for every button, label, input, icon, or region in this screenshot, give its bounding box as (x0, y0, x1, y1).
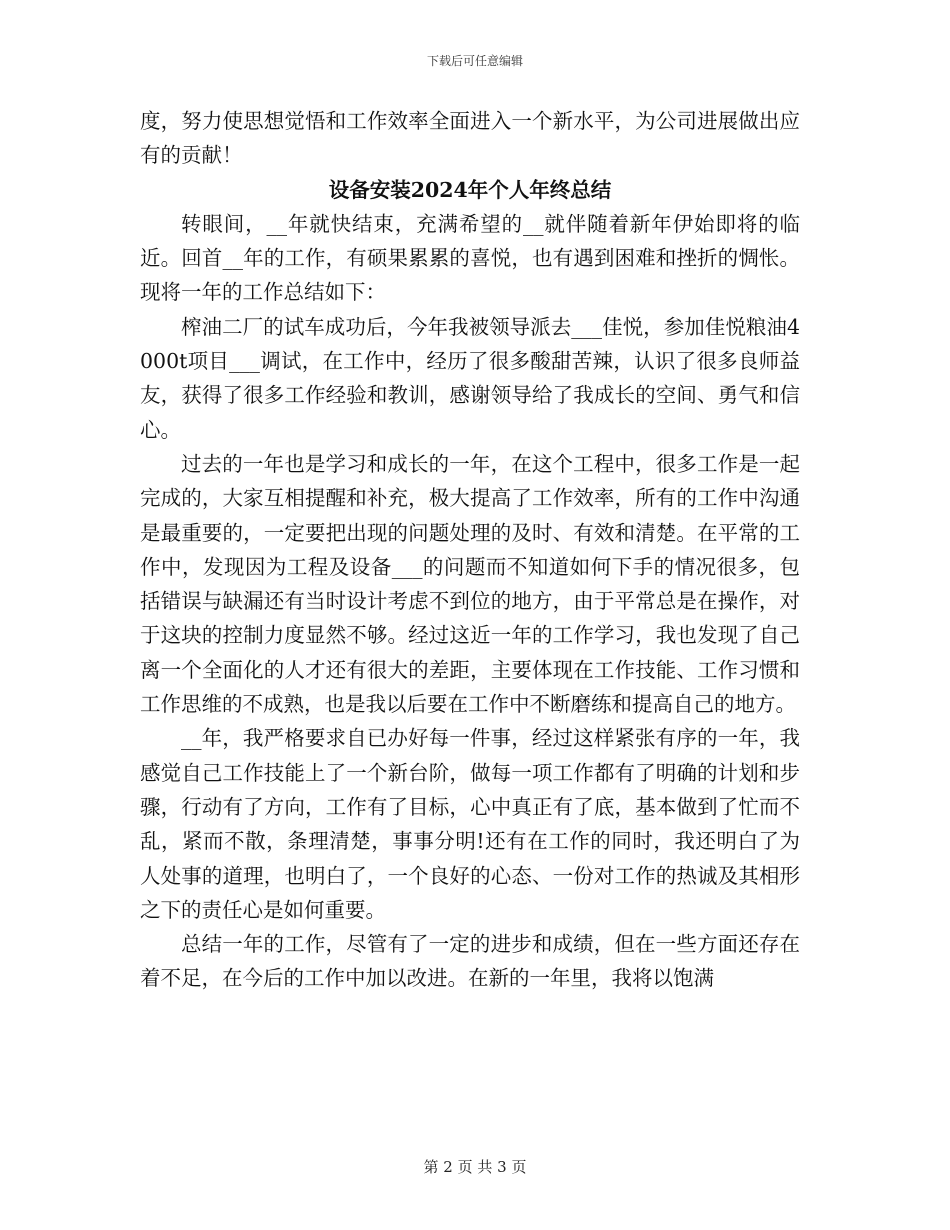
body-paragraph-1: 转眼间，__年就快结束，充满希望的__就伴随着新年伊始即将的临近。回首__年的工作，有硕果累累的喜悦，也有遇到困难和挫折的惆怅。现将一年的工作总结如下： (140, 211, 800, 305)
page-number: 第 2 页 共 3 页 (423, 1158, 527, 1176)
document-body (140, 104, 800, 996)
body-paragraph-3: 过去的一年也是学习和成长的一年，在这个工程中，很多工作是一起完成的，大家互相提醒和补充，极大提高了工作效率，所有的工作中沟通是最重要的，一定要把出现的问题处理的及时、有效和清楚。在平常的工作中，发现因为工程及设备___的问题而不知道如何下手的情况很多，包括错误与缺漏还有当时设计考虑不到位的地方，由于平常总是在操作，对于这块的控制力度显然不够。经过这近一年的工作学习，我也发现了自己离一个全面化的人才还有很大的差距，主要体现在工作技能、工作习惯和工作思维的不成熟，也是我以后要在工作中不断磨练和提高自己的地方。 (140, 451, 800, 717)
intro-paragraph: 度，努力使思想觉悟和工作效率全面进入一个新水平，为公司进展做出应有的贡献！ (140, 109, 800, 168)
page-header-note: 下载后可任意编辑 (426, 54, 523, 68)
document-title: 设备安装2024年个人年终总结 (328, 177, 612, 202)
body-paragraph-5: 总结一年的工作，尽管有了一定的进步和成绩，但在一些方面还存在着不足，在今后的工作中加以改进。在新的一年里，我将以饱满 (140, 932, 800, 991)
body-paragraph-4: __年，我严格要求自已办好每一件事，经过这样紧张有序的一年，我感觉自己工作技能上了一个新台阶，做每一项工作都有了明确的计划和步骤，行动有了方向，工作有了目标，心中真正有了底，基本做到了忙而不乱，紧而不散，条理清楚，事事分明!还有在工作的同时，我还明白了为人处事的道理，也明白了，一个良好的心态、一份对工作的热诚及其相形之下的责任心是如何重要。 (140, 726, 800, 922)
body-paragraph-2: 榨油二厂的试车成功后，今年我被领导派去___佳悦，参加佳悦粮油4000t项目___调试，在工作中，经历了很多酸甜苦辣，认识了很多良师益友，获得了很多工作经验和教训，感谢领导给了我成长的空间、勇气和信心。 (140, 314, 800, 442)
